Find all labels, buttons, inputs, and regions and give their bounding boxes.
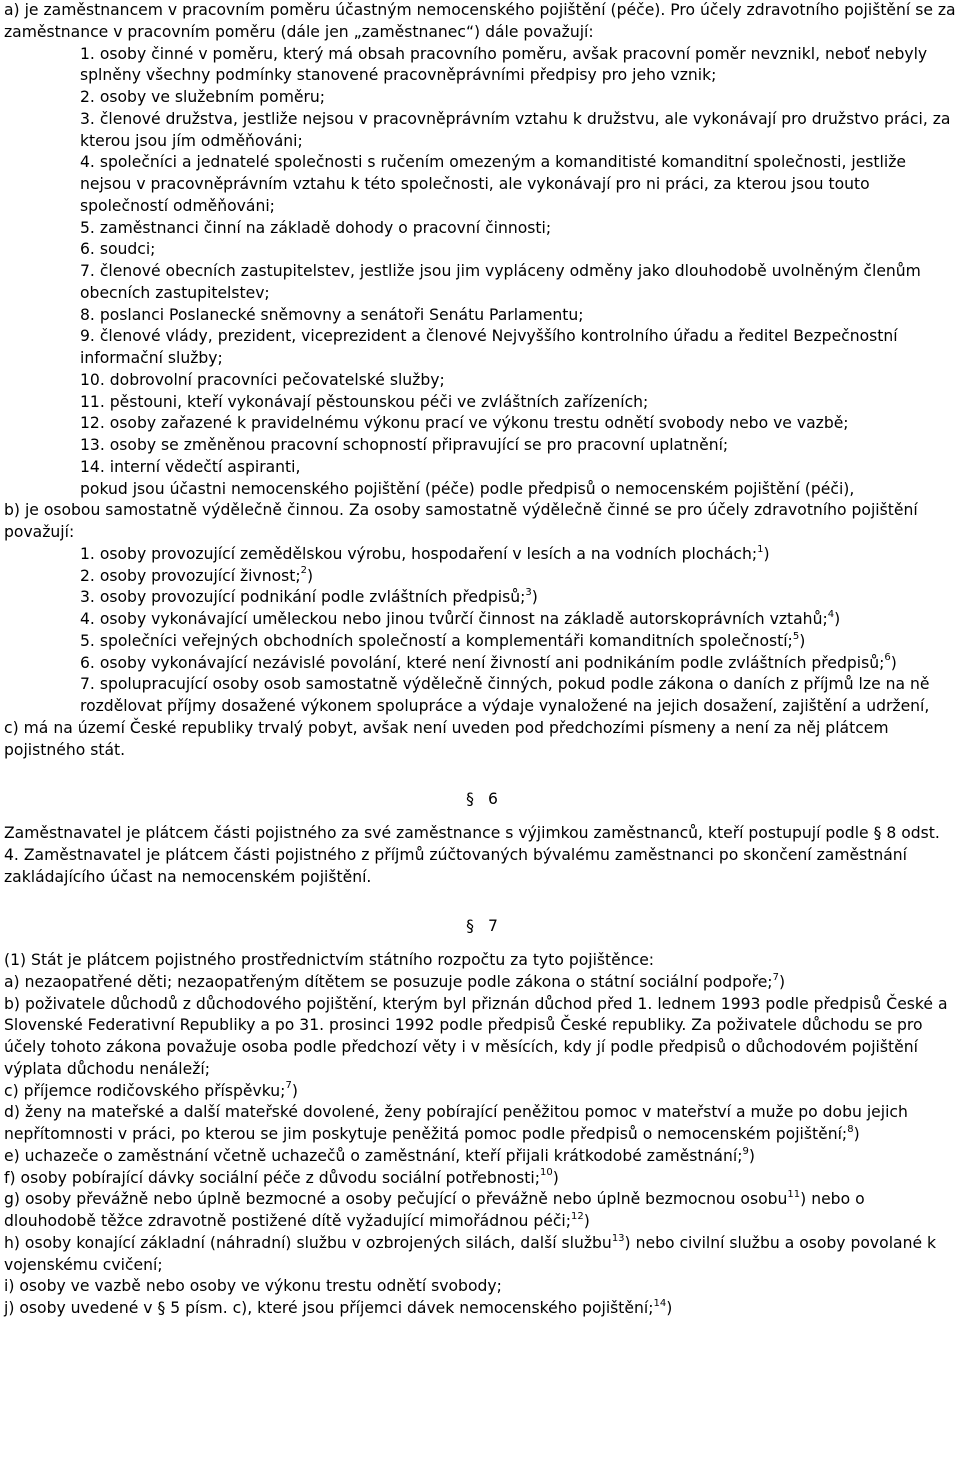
footnote-ref: 2	[300, 565, 308, 577]
item-after: )	[763, 544, 770, 563]
section-number: 7	[487, 917, 498, 936]
section-number: 6	[487, 790, 498, 809]
item-after: ) nebo o dlouhodobě těžce zdravotně postižené dítě vyžadující mimořádnou péči;	[4, 1190, 865, 1230]
item-text: h) osoby konající základní (náhradní) službu v ozbrojených silách, další službu	[4, 1233, 612, 1252]
part-a-item: 13. osoby se změněnou pracovní schopností připravující se pro pracovní uplatnění;	[80, 436, 729, 454]
paragraph-sign: §	[466, 917, 474, 936]
part-b-list	[4, 544, 956, 718]
item-after: )	[552, 1168, 559, 1187]
part-b-item	[4, 631, 956, 653]
part-a-item: 10. dobrovolní pracovníci pečovatelské služby;	[80, 370, 445, 389]
footnote-ref: 11	[787, 1189, 801, 1201]
footnote-ref: 1	[757, 543, 764, 555]
section-7-item	[4, 1233, 956, 1277]
item-text: 7. spolupracující osoby osob samostatně výdělečně činných, pokud podle zákona o daních z příjmů lze na ně rozdělovat příjmy dosažené výkonem spolupráce a výdaje vynaložené na jejich dosažení, zajištění a udržení,	[80, 675, 930, 715]
item-text: c) příjemce rodičovského příspěvku;	[4, 1081, 286, 1100]
part-a-item: 12. osoby zařazené k pravidelnému výkonu prací ve výkonu trestu odnětí svobody nebo ve vazbě;	[80, 414, 849, 433]
paragraph-sign: §	[873, 824, 882, 842]
footnote-ref: 13	[611, 1232, 625, 1244]
part-a-item: 9. členové vlády, prezident, viceprezident a členové Nejvyššího kontrolního úřadu a ředitel Bezpečnostní informační služby;	[80, 327, 898, 367]
item-after: )	[799, 631, 806, 650]
part-b-item	[4, 587, 956, 609]
footnote-ref: 4	[827, 608, 835, 620]
part-a-item: 11. pěstouni, kteří vykonávají pěstounskou péči ve zvláštních zařízeních;	[80, 392, 649, 411]
item-after: )	[583, 1212, 590, 1230]
section-7-heading	[4, 916, 956, 938]
part-b-item	[4, 609, 956, 631]
section-6-text-part: Zaměstnavatel je plátcem části pojistného za své zaměstnance s výjimkou zaměstnanců, kteří postupují podle	[4, 824, 869, 842]
section-7-item	[4, 1189, 956, 1233]
footnote-ref: 7	[772, 971, 779, 983]
part-c-text: c) má na území České republiky trvalý pobyt, avšak není uveden pod předchozími písmeny a není za něj plátcem pojistného stát.	[4, 718, 889, 759]
section-7-list	[4, 972, 956, 1320]
part-a-item: 6. soudci;	[80, 240, 156, 259]
item-text: j) osoby uvedené v	[4, 1299, 153, 1317]
item-text: b) poživatele důchodů z důchodového pojištění, kterým byl přiznán důchod před 1. lednem 1993 podle předpisů České a Slovenské Federativní Republiky a po 31. prosinci 1992 podle předpisů České republiky. Za poživatele důchodu se pro účely tohoto zákona považuje osoba podle předchozí věty i v měsících, kdy jí podle předpisů o důchodovém pojištění výplata důchodu nenáleží;	[4, 994, 948, 1078]
paragraph-sign: §	[466, 790, 474, 809]
part-b-item	[4, 653, 956, 675]
item-text: g) osoby převážně nebo úplně bezmocné a osoby pečující o převážně nebo úplně bezmocnou osobu	[4, 1190, 788, 1209]
paragraph-sign: §	[157, 1299, 166, 1317]
item-after: )	[853, 1125, 860, 1143]
item-text: 5 písm. c), které jsou příjemci dávek nemocenského pojištění;	[170, 1299, 654, 1317]
section-7-item	[4, 1168, 956, 1190]
part-a-item: 8. poslanci Poslanecké sněmovny a senátoři Senátu Parlamentu;	[80, 305, 584, 324]
part-a-item: 4. společníci a jednatelé společnosti s ručením omezeným a komanditisté komanditní společnosti, jestliže nejsou v pracovněprávním vztahu k této společnosti, ale vykonávají pro ni práci, za kterou jsou touto společností odměňováni;	[80, 153, 906, 215]
part-a-closing: pokud jsou účastni nemocenského pojištění (péče) podle předpisů o nemocenském pojištění (péči),	[80, 479, 855, 498]
item-after: )	[834, 610, 841, 628]
item-after: )	[291, 1081, 298, 1100]
part-a-item: 3. členové družstva, jestliže nejsou v pracovněprávním vztahu k družstvu, ale vykonávají pro družstvo práci, za kterou jsou jím odměňováni;	[80, 109, 951, 150]
section-7-item	[4, 1298, 956, 1320]
item-after: )	[531, 588, 538, 607]
item-text: d) ženy na mateřské a další mateřské dovolené, ženy pobírající peněžitou pomoc v mateřství a muže po dobu jejich nepřítomnosti v práci, po kterou se jim poskytuje peněžitá pomoc podle předpisů o nemocenském pojištění;	[4, 1103, 908, 1143]
part-a-item: 14. interní vědečtí aspiranti,	[80, 457, 301, 476]
section-6-text	[4, 823, 956, 888]
item-text: e) uchazeče o zaměstnání včetně uchazečů o zaměstnání, kteří přijali krátkodobé zaměstnání;	[4, 1146, 743, 1165]
part-b-item	[4, 544, 956, 566]
item-text: i) osoby ve vazbě nebo osoby ve výkonu trestu odnětí svobody;	[4, 1277, 502, 1296]
item-after: )	[666, 1299, 673, 1317]
part-a-item: 5. zaměstnanci činní na základě dohody o pracovní činnosti;	[80, 218, 552, 237]
footnote-ref: 12	[571, 1210, 584, 1222]
item-text: f) osoby pobírající dávky sociální péče z důvodu sociální potřebnosti;	[4, 1168, 540, 1187]
item-text: 1. osoby provozující zemědělskou výrobu, hospodaření v lesích a na vodních plochách;	[80, 544, 758, 563]
part-a-item: 7. členové obecních zastupitelstev, jestliže jsou jim vypláceny odměny jako dlouhodobě uvolněným členům obecních zastupitelstev;	[80, 262, 921, 302]
section-7-item	[4, 972, 956, 994]
part-a-item: 1. osoby činné v poměru, který má obsah pracovního poměru, avšak pracovní poměr nevznikl, neboť nebyly splněny všechny podmínky stanovené pracovněprávními předpisy pro jeho vznik;	[80, 44, 928, 85]
section-7-item	[4, 1081, 956, 1103]
item-text: 3. osoby provozující podnikání podle zvláštních předpisů;	[80, 588, 526, 607]
section-6-text-part: 8 odst. 4. Zaměstnavatel je plátcem části pojistného z příjmů zúčtovaných bývalému zaměstnanci po skončení zaměstnání zakládajícího účast na nemocenském pojištění.	[4, 824, 940, 886]
item-after: )	[778, 972, 786, 991]
item-after: )	[890, 653, 897, 672]
footnote-ref: 6	[884, 652, 891, 664]
section-7-item	[4, 994, 956, 1081]
item-after: )	[748, 1146, 755, 1165]
footnote-ref: 14	[653, 1297, 667, 1309]
item-after: )	[307, 566, 314, 585]
part-a-item: 2. osoby ve služebním poměru;	[80, 88, 326, 106]
section-6-heading	[4, 789, 956, 811]
part-a-intro: a) je zaměstnancem v pracovním poměru účastným nemocenského pojištění (péče). Pro účely zdravotního pojištění se za zaměstnance v pracovním poměru (dále jen „zaměstnanec“) dále považují:	[4, 1, 956, 41]
part-b-intro: b) je osobou samostatně výdělečně činnou. Za osoby samostatně výdělečně činné se pro účely zdravotního pojištění považují:	[4, 501, 918, 541]
footnote-ref: 7	[285, 1080, 292, 1092]
item-text: a) nezaopatřené děti; nezaopatřeným dítětem se posuzuje podle zákona o státní sociální podpoře;	[4, 972, 773, 991]
footnote-ref: 9	[742, 1145, 749, 1157]
footnote-ref: 3	[525, 587, 532, 599]
section-7-item	[4, 1146, 956, 1168]
item-text: 5. společníci veřejných obchodních společností a komplementáři komanditních společností;	[80, 631, 793, 650]
item-text: 2. osoby provozující živnost;	[80, 566, 301, 585]
footnote-ref: 10	[540, 1167, 553, 1179]
footnote-ref: 8	[847, 1123, 854, 1135]
section-7-intro: (1) Stát je plátcem pojistného prostřednictvím státního rozpočtu za tyto pojištěnce:	[4, 951, 655, 969]
section-7-item	[4, 1102, 956, 1146]
part-b-item	[4, 674, 956, 718]
footnote-ref: 5	[792, 630, 800, 642]
part-b-item	[4, 566, 956, 588]
item-after: ) nebo civilní službu a osoby povolané k vojenskému cvičení;	[4, 1233, 937, 1274]
item-text: 4. osoby vykonávající uměleckou nebo jinou tvůrčí činnost na základě autorskoprávních vztahů;	[80, 610, 828, 628]
section-7-item	[4, 1276, 956, 1298]
item-text: 6. osoby vykonávající nezávislé povolání, které není živností ani podnikáním podle zvláštních předpisů;	[80, 653, 885, 672]
part-a-list	[4, 44, 956, 501]
